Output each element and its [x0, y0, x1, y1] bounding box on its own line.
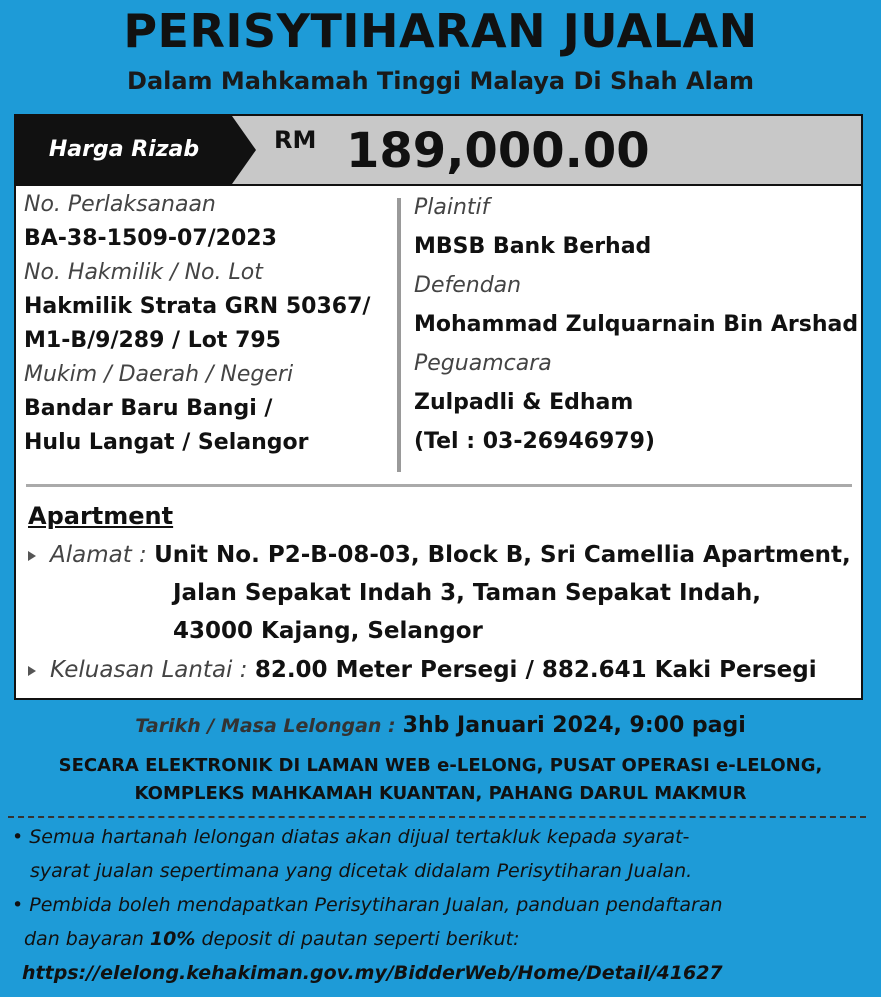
case-details-right	[414, 188, 859, 461]
note2-line1: • Pembida boleh mendapatkan Perisytiharan Jualan, panduan pendaftaran	[12, 894, 723, 916]
execution-no-value: BA-38-1509-07/2023	[24, 226, 277, 251]
auction-venue-line2: KOMPLEKS MAHKAMAH KUANTAN, PAHANG DARUL MAKMUR	[134, 783, 747, 804]
defendant-label: Defendan	[414, 273, 522, 298]
auction-datetime	[0, 710, 881, 742]
deposit-percent: 10%	[149, 928, 196, 950]
lawyer-value: Zulpadli & Edham	[414, 390, 634, 415]
lawyer-label: Peguamcara	[414, 351, 552, 376]
note2-text-a: dan bayaran	[24, 928, 150, 950]
case-details-left	[24, 188, 394, 460]
bullet-arrow-icon	[28, 551, 36, 561]
address-line3: 43000 Kajang, Selangor	[173, 618, 483, 644]
auction-datetime-label: Tarikh / Masa Lelongan :	[135, 715, 396, 737]
reserve-price-tag	[16, 116, 256, 184]
location-value-line1: Bandar Baru Bangi /	[24, 396, 273, 421]
address-row	[28, 536, 851, 574]
page-subtitle: Dalam Mahkamah Tinggi Malaya Di Shah Alam	[127, 67, 754, 95]
location-value-line2: Hulu Langat / Selangor	[24, 430, 309, 455]
plaintiff-value: MBSB Bank Berhad	[414, 234, 652, 259]
note1-line2: syarat jualan sepertimana yang dicetak didalam Perisytiharan Jualan.	[30, 860, 693, 882]
note2-line2	[24, 922, 520, 956]
address-label: Alamat :	[50, 542, 147, 568]
auction-datetime-value: 3hb Januari 2024, 9:00 pagi	[402, 713, 746, 738]
reserve-price-bar	[16, 116, 861, 186]
elelong-link[interactable]: https://elelong.kehakiman.gov.my/BidderWeb/Home/Detail/41627	[22, 962, 723, 984]
title-no-label: No. Hakmilik / No. Lot	[24, 260, 263, 285]
address-line2: Jalan Sepakat Indah 3, Taman Sepakat Indah,	[173, 580, 761, 606]
execution-no-label: No. Perlaksanaan	[24, 192, 216, 217]
floor-area-label: Keluasan Lantai :	[50, 657, 248, 683]
details-panel	[14, 114, 863, 700]
lawyer-tel: (Tel : 03-26946979)	[414, 429, 655, 454]
reserve-price-amount: 189,000.00	[346, 123, 650, 179]
column-divider	[397, 198, 401, 472]
auction-venue-line1: SECARA ELEKTRONIK DI LAMAN WEB e-LELONG, PUSAT OPERASI e-LELONG,	[58, 755, 823, 776]
section-divider	[26, 484, 852, 487]
plaintiff-label: Plaintif	[414, 195, 490, 220]
title-no-value-line1: Hakmilik Strata GRN 50367/	[24, 294, 371, 319]
address-line1: Unit No. P2-B-08-03, Block B, Sri Camellia Apartment,	[154, 542, 851, 568]
floor-area-row	[28, 651, 817, 689]
defendant-value: Mohammad Zulquarnain Bin Arshad	[414, 312, 859, 337]
currency-label: RM	[274, 126, 317, 154]
property-type: Apartment	[28, 502, 174, 530]
note2-text-c: deposit di pautan seperti berikut:	[195, 928, 520, 950]
bullet-arrow-icon	[28, 666, 36, 676]
location-label: Mukim / Daerah / Negeri	[24, 362, 294, 387]
title-no-value-line2: M1-B/9/289 / Lot 795	[24, 328, 281, 353]
note1-line1: • Semua hartanah lelongan diatas akan dijual tertakluk kepada syarat-	[12, 826, 690, 848]
page-title: PERISYTIHARAN JUALAN	[123, 4, 758, 58]
floor-area-value: 82.00 Meter Persegi / 882.641 Kaki Persegi	[254, 657, 817, 683]
notes-divider	[8, 816, 866, 818]
reserve-price-label: Harga Rizab	[48, 137, 200, 162]
